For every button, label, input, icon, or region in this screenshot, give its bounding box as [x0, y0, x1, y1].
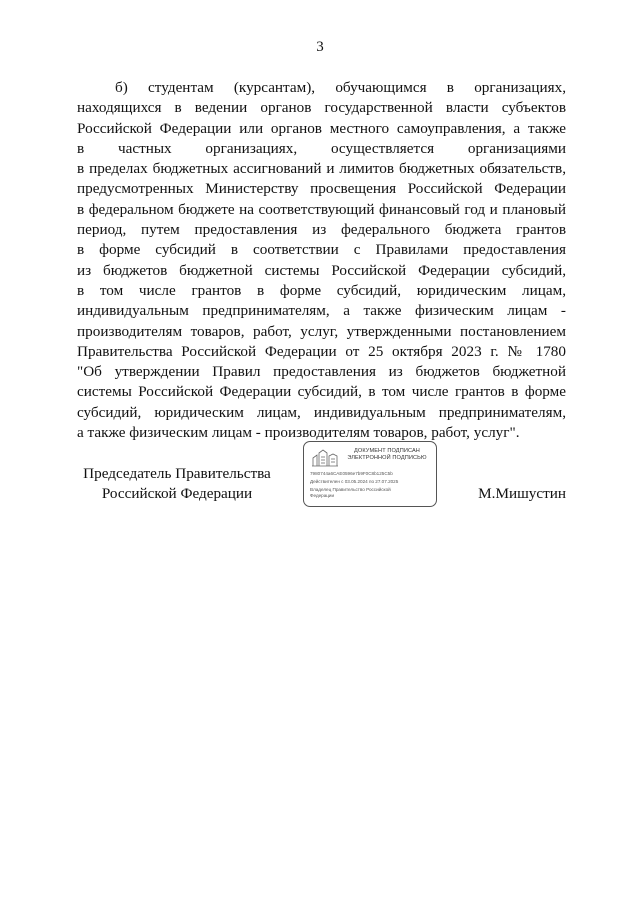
body-line: из бюджетов бюджетной системы Российской Федерации субсидий, [77, 261, 566, 279]
body-line: индивидуальным предпринимателям, а также физическим лицам - [77, 302, 566, 320]
body-line: "Об утверждении Правил предоставления из бюджетов бюджетной [77, 363, 566, 381]
stamp-validity: Действителен с 03.05.2024 по 27.07.2025 [310, 479, 399, 484]
signatory-title [77, 464, 277, 504]
stamp-heading-line: ДОКУМЕНТ ПОДПИСАН [354, 448, 420, 454]
body-line: находящихся в ведении органов государственной власти субъектов [77, 99, 566, 117]
body-line: б) студентам (курсантам), обучающимся в организациях, [115, 79, 566, 96]
electronic-signature-stamp [303, 441, 437, 507]
signatory-title-line: Российской Федерации [101, 485, 253, 502]
body-line: в пределах бюджетных ассигнований и лимитов бюджетных обязательств, [77, 160, 566, 178]
stamp-certificate: 7980744a6CAE0596e7b9F0C8b125C5b [310, 471, 393, 476]
body-line: в федеральном бюджете на соответствующий финансовый год и плановый [77, 200, 566, 218]
body-line: производителям товаров, работ, услуг, утвержденными постановлением [77, 322, 566, 340]
body-line: в том числе грантов в форме субсидий, юридическим лицам, [77, 281, 566, 299]
body-line: в частных организациях, осуществляется организациями [77, 139, 566, 157]
page-number: 3 [316, 39, 324, 55]
stamp-heading-line: ЭЛЕКТРОННОЙ ПОДПИСЬЮ [347, 455, 427, 461]
body-line: Правительства Российской Федерации от 25 октября 2023 г. № 1780 [77, 342, 566, 360]
body-line: предусмотренных Министерству просвещения Российской Федерации [77, 180, 566, 198]
stamp-heading [342, 448, 432, 462]
stamp-owner: Федерации [310, 493, 335, 498]
body-paragraph [77, 78, 566, 443]
body-line: субсидий, юридическим лицам, индивидуальным предпринимателям, [77, 403, 566, 421]
coat-of-arms-icon [311, 448, 339, 468]
body-line: в форме субсидий в соответствии с Правилами предоставления [77, 241, 566, 259]
body-line: системы Российской Федерации субсидий, в том числе грантов в форме [77, 383, 566, 401]
body-line: период, путем предоставления из федерального бюджета грантов [77, 221, 566, 239]
stamp-owner: Владелец Правительство Российской [310, 487, 391, 492]
body-line: а также физическим лицам - производителям товаров, работ, услуг". [77, 424, 520, 442]
signatory-name: М.Мишустин [478, 485, 566, 502]
body-line: Российской Федерации или органов местного самоуправления, а также [77, 119, 566, 137]
signatory-title-line: Председатель Правительства [83, 465, 271, 482]
